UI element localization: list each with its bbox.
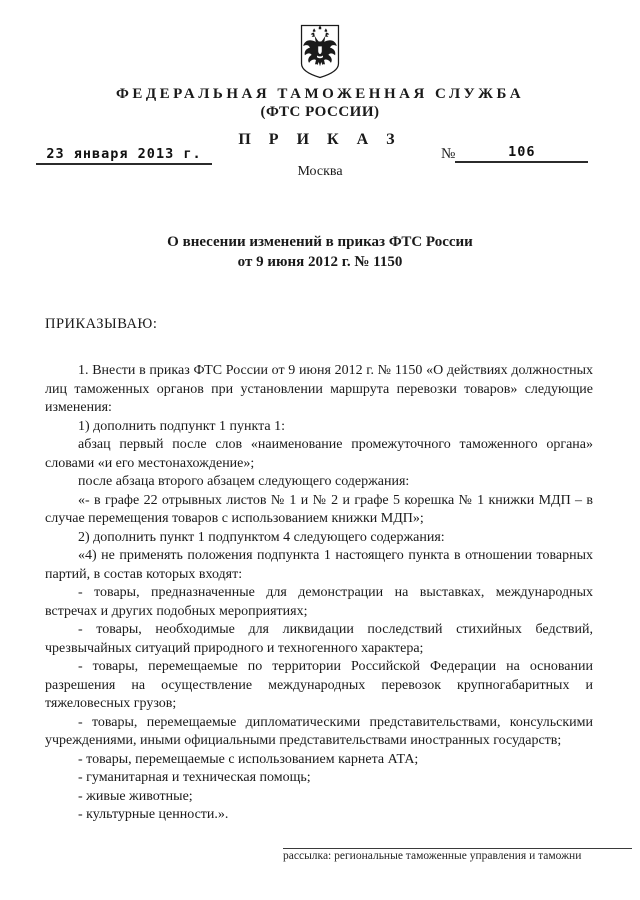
body-paragraph: 1. Внести в приказ ФТС России от 9 июня 2012 г. № 1150 «О действиях должностных лиц таможенных органов при установлении маршрута перевозки товаров» следующие изменения: bbox=[45, 363, 593, 415]
date-field: 23 января 2013 г. bbox=[36, 146, 212, 165]
body-paragraph: 2) дополнить пункт 1 подпунктом 4 следующего содержания: bbox=[78, 529, 445, 545]
order-title-line1: О внесении изменений в приказ ФТС России bbox=[167, 234, 473, 250]
body-paragraph: - товары, необходимые для ликвидации последствий стихийных бедствий, чрезвычайных ситуаций природного и техногенного характера; bbox=[45, 622, 593, 656]
body-paragraph: - культурные ценности.». bbox=[78, 807, 229, 822]
document-type-heading: П Р И К А З bbox=[238, 131, 402, 148]
order-body bbox=[45, 362, 593, 825]
order-title bbox=[0, 233, 640, 272]
distribution-note: рассылка: региональные таможенные управления и таможни bbox=[283, 848, 632, 862]
body-paragraph: - гуманитарная и техническая помощь; bbox=[78, 770, 311, 785]
org-name: ФЕДЕРАЛЬНАЯ ТАМОЖЕННАЯ СЛУЖБА bbox=[115, 86, 525, 102]
order-title-line2: от 9 июня 2012 г. № 1150 bbox=[237, 253, 403, 270]
body-paragraph: - живые животные; bbox=[78, 788, 193, 804]
emblem-container bbox=[0, 24, 640, 79]
body-paragraph: - товары, перемещаемые с использованием карнета АТА; bbox=[78, 751, 419, 767]
number-sign: № bbox=[441, 146, 456, 162]
number-value: 106 bbox=[455, 144, 588, 163]
body-paragraph: - товары, предназначенные для демонстрации на выставках, международных встречах и других подобных мероприятиях; bbox=[45, 585, 593, 619]
body-paragraph: после абзаца второго абзацем следующего содержания: bbox=[78, 474, 410, 489]
body-paragraph: «- в графе 22 отрывных листов № 1 и № 2 и графе 5 корешка № 1 книжки МДП – в случае перемещения товаров с использованием книжки МДП»; bbox=[45, 492, 593, 526]
body-paragraph: 1) дополнить подпункт 1 пункта 1: bbox=[78, 418, 285, 434]
body-paragraph: - товары, перемещаемые дипломатическими представительствами, консульскими учреждениями, иными официальными представительствами иностранных государств; bbox=[45, 714, 593, 748]
city-label: Москва bbox=[297, 164, 343, 179]
coat-of-arms-icon bbox=[299, 24, 341, 79]
order-word: ПРИКАЗЫВАЮ: bbox=[45, 316, 158, 332]
number-field bbox=[441, 144, 588, 163]
body-paragraph: «4) не применять положения подпункта 1 настоящего пункта в отношении товарных партий, в состав которых входят: bbox=[45, 548, 593, 582]
body-paragraph: абзац первый после слов «наименование промежуточного таможенного органа» словами «и его местонахождение»; bbox=[45, 437, 593, 471]
body-paragraph: - товары, перемещаемые по территории Российской Федерации на основании разрешения на осуществление международных перевозок крупногабаритных и тяжеловесных грузов; bbox=[45, 659, 593, 711]
org-abbreviation: (ФТС РОССИИ) bbox=[260, 104, 380, 120]
